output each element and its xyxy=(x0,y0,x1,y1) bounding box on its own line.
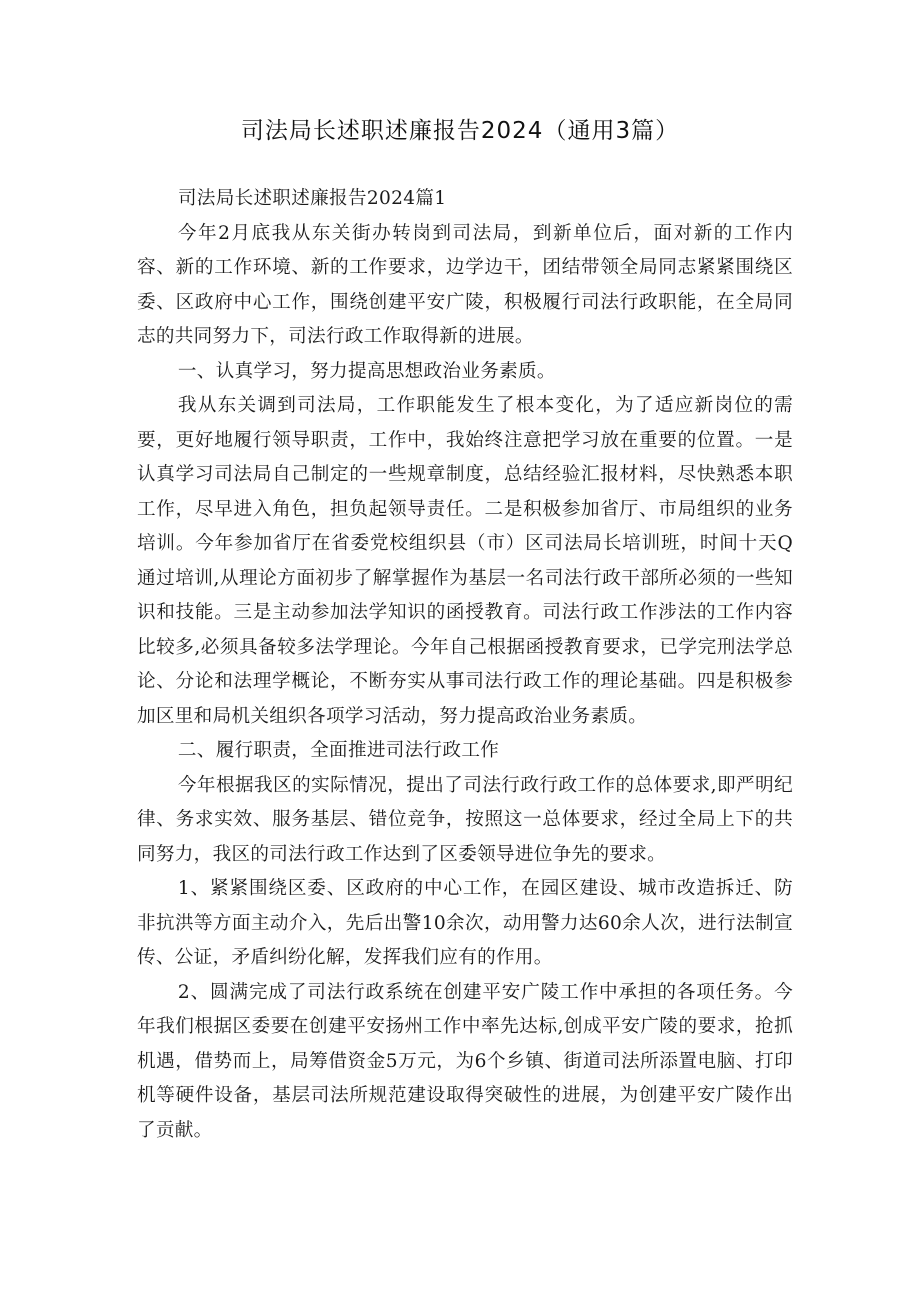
paragraph-item-2: 2、圆满完成了司法行政系统在创建平安广陵工作中承担的各项任务。今年我们根据区委要在创建平安扬州工作中率先达标,创成平安广陵的要求，抢抓机遇，借势而上，局筹借资金5万元，为6个乡镇、街道司法所添置电脑、打印机等硬件设备，基层司法所规范建设取得突破性的进展，为创建平安广陵作出了贡献。 xyxy=(137,981,793,1141)
heading-section-1: 一、认真学习，努力提高思想政治业务素质。 xyxy=(177,360,556,382)
paragraph-item-1: 1、紧紧围绕区委、区政府的中心工作，在园区建设、城市改造拆迁、防非抗洪等方面主动介入，先后出警10余次，动用警力达60余人次，进行法制宣传、公证，矛盾纠纷化解，发挥我们应有的作用。 xyxy=(137,878,793,968)
document-title: 司法局长述职述廉报告2024（通用3篇） xyxy=(240,118,680,144)
document-body xyxy=(137,182,793,1148)
paragraph-requirements: 今年根据我区的实际情况，提出了司法行政行政工作的总体要求,即严明纪律、务求实效、服务基层、错位竞争，按照这一总体要求，经过全局上下的共同努力，我区的司法行政工作达到了区委领导进位争先的要求。 xyxy=(137,774,793,865)
paragraph-study: 我从东关调到司法局，工作职能发生了根本变化，为了适应新岗位的需要，更好地履行领导职责，工作中，我始终注意把学习放在重要的位置。一是认真学习司法局自己制定的一些规章制度，总结经验汇报材料，尽快熟悉本职工作，尽早进入角色，担负起领导责任。二是积极参加省厅、市局组织的业务培训。今年参加省厅在省委党校组织县（市）区司法局长培训班，时间十天Q通过培训,从理论方面初步了解掌握作为基层一名司法行政干部所必须的一些知识和技能。三是主动参加法学知识的函授教育。司法行政工作涉法的工作内容比较多,必须具备较多法学理论。今年自己根据函授教育要求，已学完刑法学总论、分论和法理学概论，不断夯实从事司法行政工作的理论基础。四是积极参加区里和局机关组织各项学习活动，努力提高政治业务素质。 xyxy=(137,395,793,727)
section-subtitle: 司法局长述职述廉报告2024篇1 xyxy=(177,188,447,209)
paragraph-intro: 今年2月底我从东关街办转岗到司法局，到新单位后，面对新的工作内容、新的工作环境、新的工作要求，边学边干，团结带领全局同志紧紧围绕区委、区政府中心工作，围绕创建平安广陵，积极履行司法行政职能，在全局同志的共同努力下，司法行政工作取得新的进展。 xyxy=(137,222,793,347)
heading-section-2: 二、履行职责，全面推进司法行政工作 xyxy=(177,740,500,761)
